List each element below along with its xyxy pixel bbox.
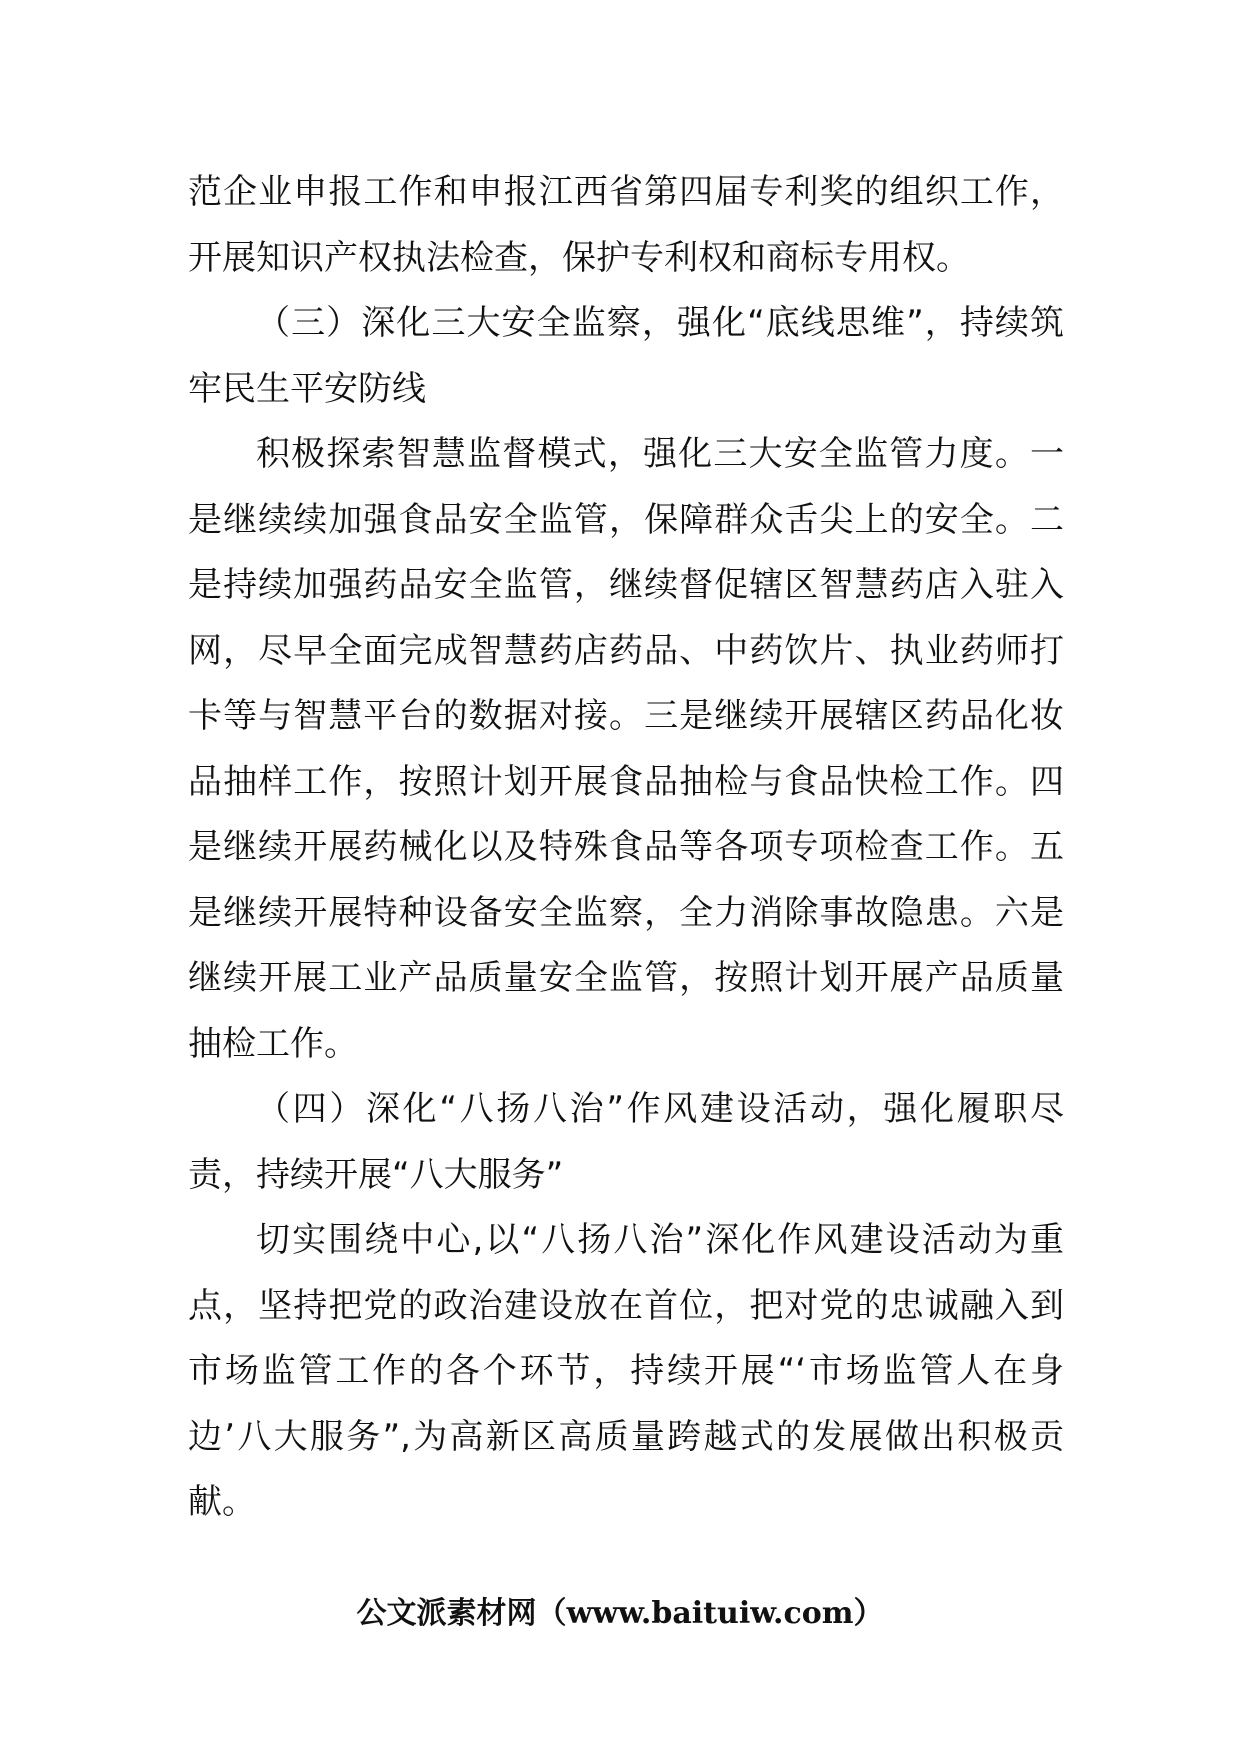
paragraph-work-style: 切实围绕中心,以“八扬八治”深化作风建设活动为重点，坚持把党的政治建设放在首位，把对党的忠诚融入到市场监管工作的各个环节，持续开展“‘市场监管人在身边’八大服务”,为高新区高质量跨越式的发展做出积极贡献。 (188, 1220, 1064, 1522)
document-body (188, 160, 1064, 1536)
section-heading-4: （四）深化“八扬八治”作风建设活动，强化履职尽责，持续开展“八大服务” (188, 1089, 1064, 1195)
paragraph-continuation: 范企业申报工作和申报江西省第四届专利奖的组织工作，开展知识产权执法检查，保护专利权和商标专用权。 (188, 172, 1064, 278)
section-heading-3: （三）深化三大安全监察，强化“底线思维”，持续筑牢民生平安防线 (188, 303, 1064, 409)
paragraph-safety-supervision: 积极探索智慧监督模式，强化三大安全监管力度。一是继续续加强食品安全监管，保障群众舌尖上的安全。二是持续加强药品安全监管，继续督促辖区智慧药店入驻入网，尽早全面完成智慧药店药品、中药饮片、执业药师打卡等与智慧平台的数据对接。三是继续开展辖区药品化妆品抽样工作，按照计划开展食品抽检与食品快检工作。四是继续开展药械化以及特殊食品等各项专项检查工作。五是继续开展特种设备安全监察，全力消除事故隐患。六是继续开展工业产品质量安全监管，按照计划开展产品质量抽检工作。 (188, 434, 1064, 1064)
footer-watermark: 公文派素材网（www.baituiw.com） (356, 1596, 884, 1631)
